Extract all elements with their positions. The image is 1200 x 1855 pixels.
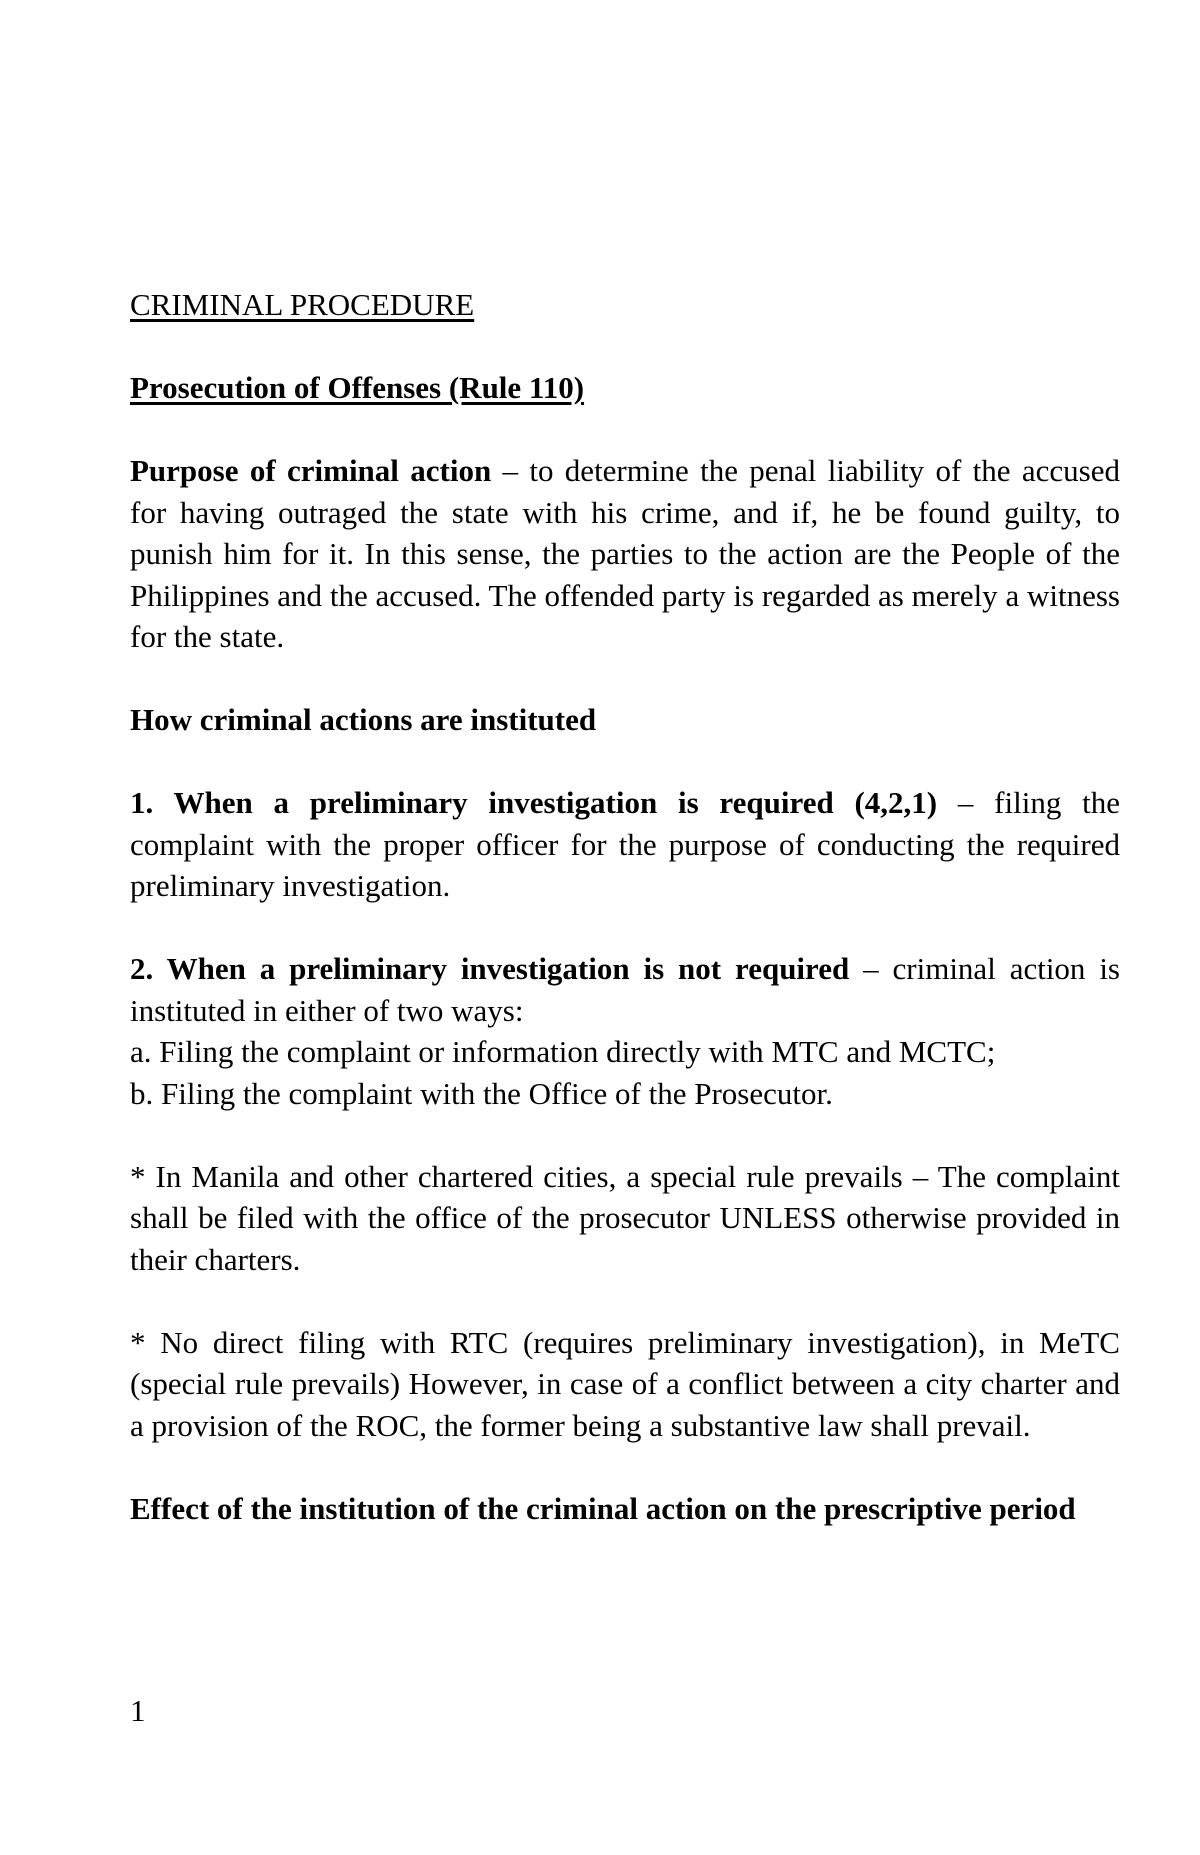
document-body (130, 284, 1120, 1529)
spacer (130, 1280, 1120, 1322)
spacer (130, 658, 1120, 700)
purpose-paragraph (130, 450, 1120, 658)
item-2-paragraph (130, 948, 1120, 1031)
item-2-term: 2. When a preliminary investigation is not required (130, 951, 850, 986)
item-2-option-b: b. Filing the complaint with the Office of the Prosecutor. (130, 1075, 833, 1111)
note-1: * In Manila and other chartered cities, a special rule prevails – The complaint shall be filed with the office of the prosecutor UNLESS otherwise provided in their charters. (130, 1158, 1120, 1277)
item-2-text: – criminal action is instituted in either of two ways: (130, 951, 1120, 1028)
section-subtitle: Prosecution of Offenses (Rule 110) (130, 370, 585, 405)
spacer (130, 1114, 1120, 1156)
item-2-option-a: a. Filing the complaint or information directly with MTC and MCTC; (130, 1034, 996, 1069)
spacer (130, 326, 1120, 368)
item-1-text: – filing the complaint with the proper officer for the purpose of conducting the required preliminary investigation. (130, 785, 1120, 903)
spacer (130, 1446, 1120, 1488)
spacer (130, 741, 1120, 783)
item-1-term: 1. When a preliminary investigation is required (4,2,1) (130, 785, 938, 820)
note-2: * No direct filing with RTC (requires preliminary investigation), in MeTC (special rule prevails) However, in case of a conflict between a city charter and a provision of the ROC, the former being a substantive law shall prevail. (130, 1324, 1120, 1443)
effect-heading: Effect of the institution of the criminal action on the prescriptive period (130, 1490, 1076, 1526)
page-number: 1 (130, 1693, 146, 1728)
spacer (130, 409, 1120, 451)
purpose-term: Purpose of criminal action (130, 453, 492, 488)
how-heading: How criminal actions are instituted (130, 702, 597, 737)
item-1-paragraph (130, 782, 1120, 907)
spacer (130, 907, 1120, 949)
document-title: CRIMINAL PROCEDURE (130, 287, 475, 322)
purpose-text: – to determine the penal liability of the accused for having outraged the state with his crime, and if, he be found guilty, to punish him for it. In this sense, the parties to the action are the People of the Philippines and the accused. The offended party is regarded as merely a witness for the state. (130, 453, 1120, 654)
